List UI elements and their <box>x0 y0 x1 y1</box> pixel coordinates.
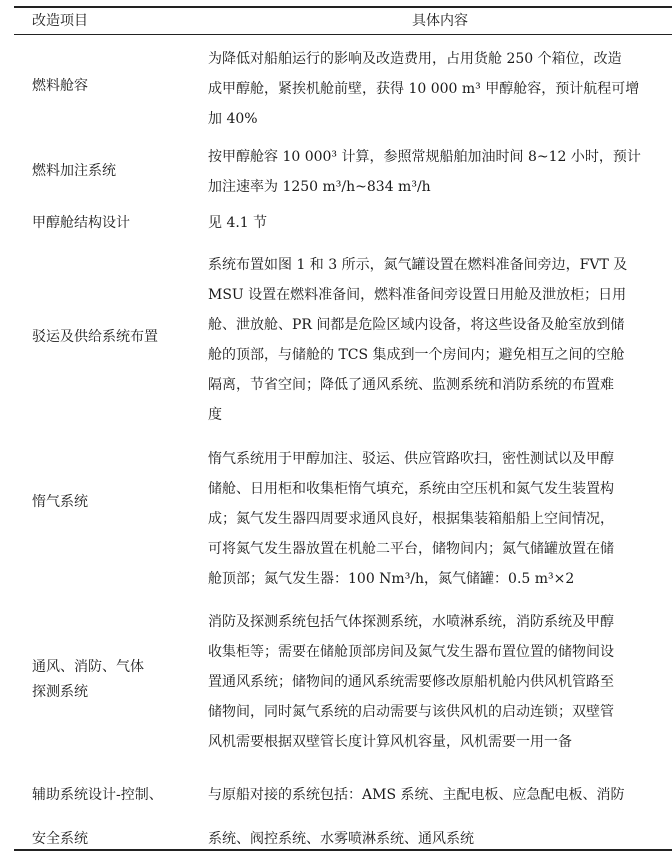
row-label-auxiliary <box>32 773 163 861</box>
row-content-transfer-supply <box>208 250 668 430</box>
content-line: 加注速率为 1250 m³/h~834 m³/h <box>208 179 431 195</box>
content-line: 舱的顶部，与储舱的 TCS 集成到一个房间内；避免相互之间的空舱 <box>208 347 625 363</box>
table-bottom-rule <box>14 849 672 851</box>
header-content: 具体内容 <box>412 13 468 29</box>
content-line: 储物间，同时氮气系统的启动需要与该供风机的启动连锁；双壁管 <box>208 704 614 720</box>
row-label-fuel-tank: 燃料舱容 <box>32 78 88 94</box>
label-line: 通风、消防、气体 <box>32 659 144 675</box>
label-line: 辅助系统设计-控制、 <box>32 787 163 803</box>
content-line: 与原船对接的系统包括：AMS 系统、主配电板、应急配电板、消防 <box>208 787 625 803</box>
content-line: 系统布置如图 1 和 3 所示，氮气罐设置在燃料准备间旁边，FVT 及 <box>208 257 628 273</box>
row-content-fuel-tank <box>208 44 668 134</box>
table-top-rule <box>14 6 672 8</box>
row-content-auxiliary <box>208 773 668 861</box>
content-line: MSU 设置在燃料准备间，燃料准备间旁设置日用舱及泄放柜；日用 <box>208 287 627 303</box>
content-line: 按甲醇舱容 10 000³ 计算，参照常规船舶加油时间 8~12 小时，预计 <box>208 149 641 165</box>
content-line: 系统、阀控系统、水雾喷淋系统、通风系统 <box>208 831 474 847</box>
content-line: 风机需要根据双壁管长度计算风机容量，风机需要一用一备 <box>208 734 572 750</box>
content-line: 消防及探测系统包括气体探测系统，水喷淋系统，消防系统及甲醇 <box>208 614 614 630</box>
content-line: 成甲醇舱，紧挨机舱前壁，获得 10 000 m³ 甲醇舱容，预计航程可增 <box>208 81 640 97</box>
content-line: 度 <box>208 407 222 423</box>
content-line: 可将氮气发生器放置在机舱二平台，储物间内；氮气储罐放置在储 <box>208 541 614 557</box>
content-line: 置通风系统；储物间的通风系统需要修改原船机舱内供风机管路至 <box>208 674 614 690</box>
content-line: 惰气系统用于甲醇加注、驳运、供应管路吹扫，密性测试以及甲醇 <box>208 451 614 467</box>
header-item: 改造项目 <box>32 13 88 29</box>
label-line: 安全系统 <box>32 831 88 847</box>
row-label-transfer-supply: 驳运及供给系统布置 <box>32 329 158 345</box>
content-line: 隔离，节省空间；降低了通风系统、监测系统和消防系统的布置难 <box>208 377 614 393</box>
row-content-tank-structure <box>208 208 668 238</box>
content-line: 成；氮气发生器四周要求通风良好，根据集装箱船船上空间情况， <box>208 511 614 527</box>
content-line: 舱顶部；氮气发生器：100 Nm³/h，氮气储罐：0.5 m³×2 <box>208 571 575 587</box>
content-line: 加 40% <box>208 111 258 127</box>
content-line: 收集柜等；需要在储舱顶部房间及氮气发生器布置位置的储物间设 <box>208 644 614 660</box>
content-line: 储舱、日用柜和收集柜惰气填充，系统由空压机和氮气发生装置构 <box>208 481 614 497</box>
content-line: 见 4.1 节 <box>208 215 268 231</box>
row-content-inert-gas <box>208 444 668 594</box>
content-line: 为降低对船舶运行的影响及改造费用，占用货舱 250 个箱位，改造 <box>208 51 622 67</box>
table-header-rule <box>14 34 672 35</box>
content-line: 舱、泄放舱、PR 间都是危险区域内设备，将这些设备及舱室放到储 <box>208 317 625 333</box>
row-content-ventilation-fire <box>208 607 668 757</box>
row-label-tank-structure: 甲醇舱结构设计 <box>32 215 130 231</box>
row-label-ventilation-fire <box>32 655 144 705</box>
row-label-inert-gas: 惰气系统 <box>32 494 88 510</box>
row-label-bunkering: 燃料加注系统 <box>32 163 116 179</box>
label-line: 探测系统 <box>32 684 88 700</box>
row-content-bunkering <box>208 142 668 202</box>
